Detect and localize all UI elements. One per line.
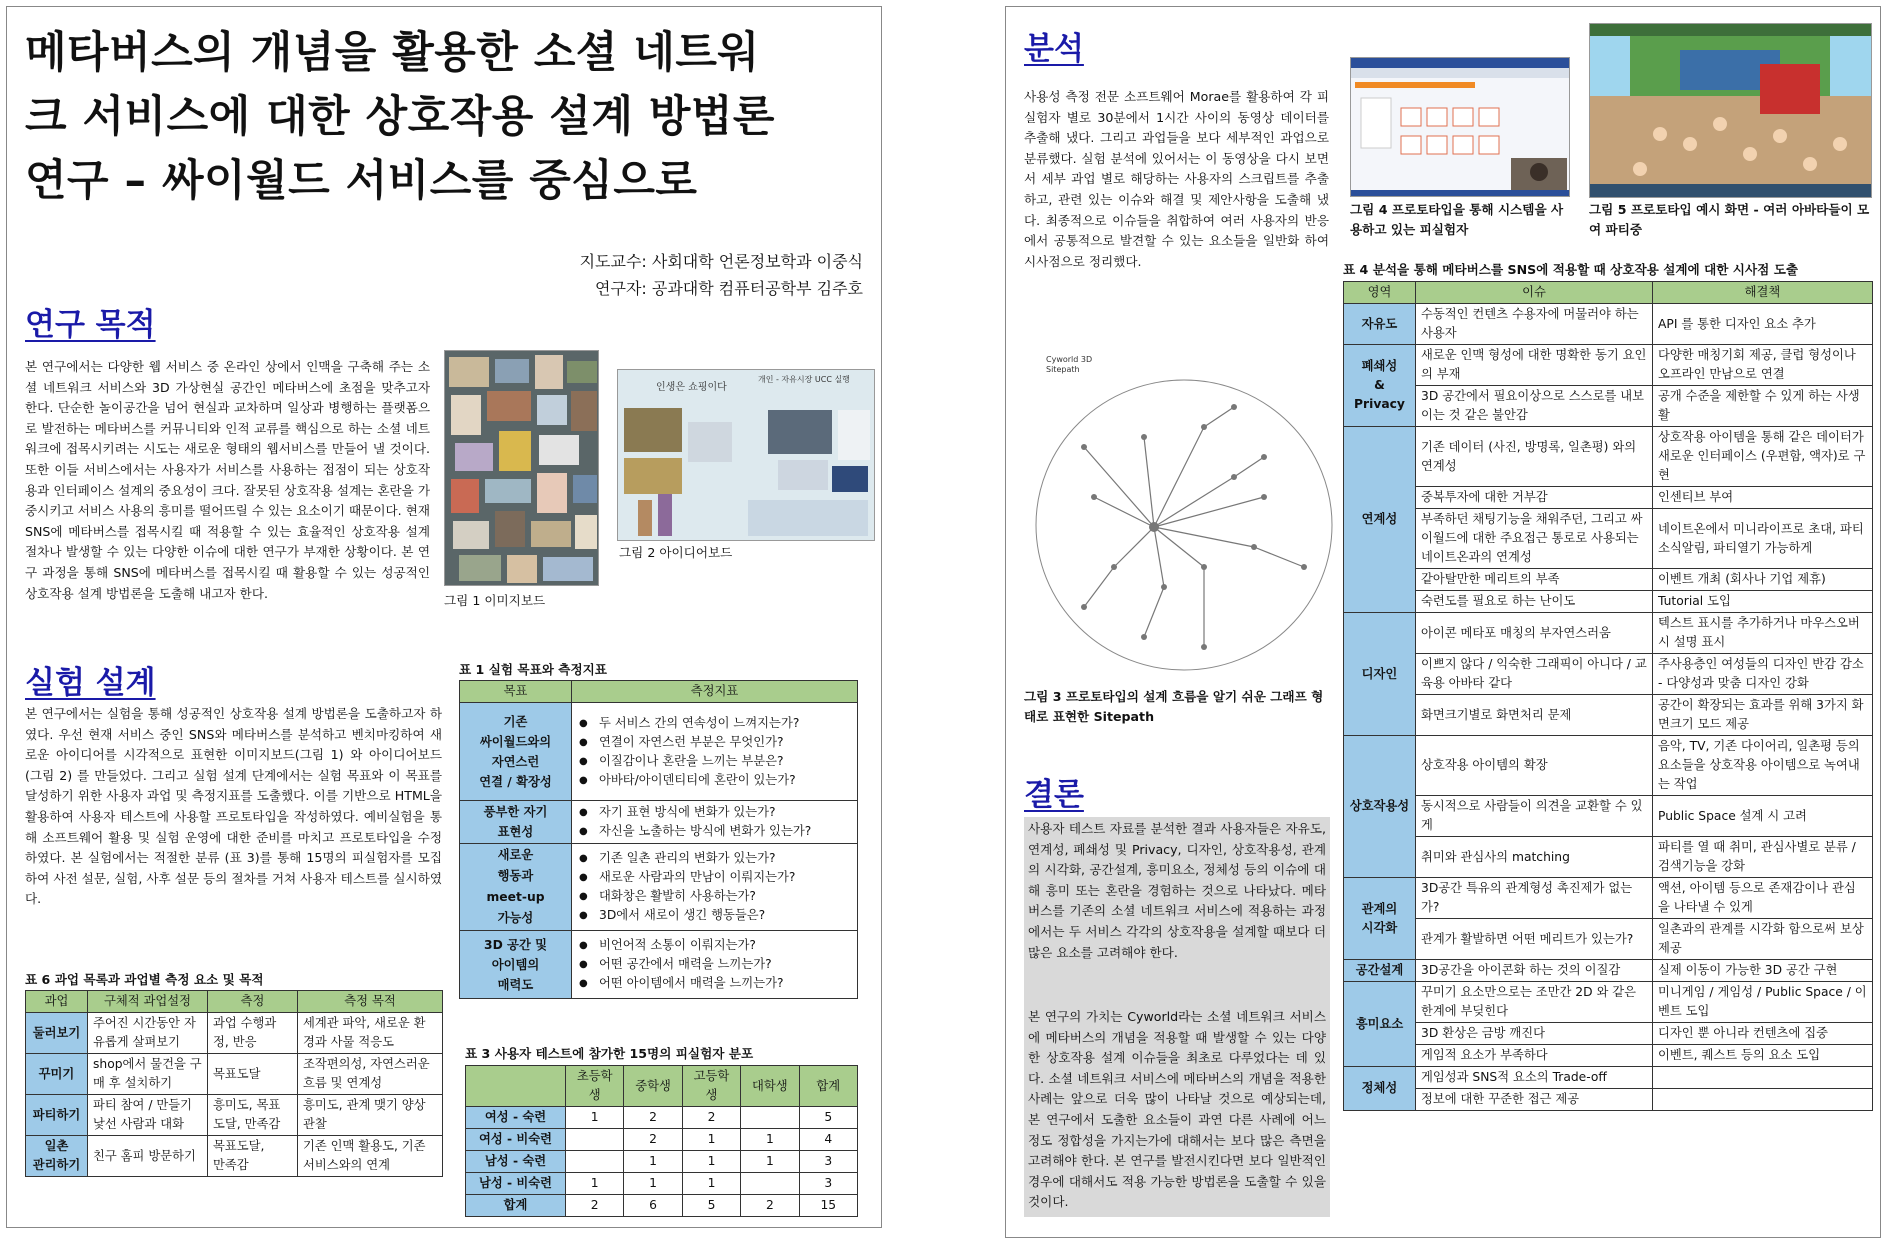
table-row: 3D 환상은 금방 깨진다 디자인 뿐 아니라 컨텐츠에 집중 bbox=[1344, 1023, 1873, 1045]
table-row: 기존 싸이월드와의 자연스런 연결 / 확장성 ● 두 서비스 간의 연속성이 느껴지는가? ● 연결이 자연스런 부분은 무엇인가? ● 이질감이나 혼란을 느끼는 부분은? ● 아바타/아이덴티티에 혼란이 있는가? bbox=[460, 703, 858, 801]
party-screen-figure bbox=[1589, 23, 1872, 198]
table-row: 풍부한 자기 표현성 ● 자기 표현 방식에 변화가 있는가? ● 자신을 노출하는 방식에 변화가 있는가? bbox=[460, 801, 858, 844]
poster-page-right bbox=[1005, 6, 1881, 1238]
participant-screen-capture bbox=[1351, 58, 1570, 197]
table-row: 남성 - 숙련 1 1 1 3 bbox=[466, 1151, 858, 1173]
idea-board-figure bbox=[617, 369, 875, 541]
image-board-figure bbox=[444, 350, 599, 586]
fig4-caption: 그림 4 프로토타입을 통해 시스템을 사용하고 있는 피실험자 bbox=[1350, 202, 1564, 237]
table-row: 새로운 행동과 meet-up 가능성 ● 기존 일촌 관리의 변화가 있는가? ● 새로운 사람과의 만남이 이뤄지는가? ● 대화창은 활발히 사용하는가? ● 3D에서 새로이 생긴 행동들은? bbox=[460, 844, 858, 931]
sitepath-figure bbox=[1024, 347, 1336, 677]
table-row: 공간설계 3D공간을 아이콘화 하는 것의 이질감 실제 이동이 가능한 3D 공간 구현 bbox=[1344, 960, 1873, 982]
table-row: 둘러보기 주어진 시간동안 자유롭게 살펴보기 과업 수행과정, 반응 세계관 파악, 새로운 환경과 사물 적응도 bbox=[26, 1013, 443, 1054]
table-row: 같아탈만한 메리트의 부족 이벤트 개최 (회사나 기업 제휴) bbox=[1344, 569, 1873, 591]
section-heading-analysis: 분석 bbox=[1024, 31, 1084, 67]
fig5-caption: 그림 5 프로토타입 예시 화면 - 여러 아바타들이 모여 파티중 bbox=[1589, 202, 1870, 237]
experiment-goals-table bbox=[459, 680, 858, 999]
sitepath-diagram bbox=[1024, 347, 1336, 677]
table1-caption: 표 1 실험 목표와 측정지표 bbox=[459, 662, 607, 677]
sitepath-title: Cyworld 3D Sitepath bbox=[1046, 355, 1093, 374]
implications-table: 영역 이슈 해결책 자유도 수동적인 컨텐츠 수용자에 머물러야 하는 사용자 API 를 통한 디자인 요소 추가 폐쇄성 & Privacy 새로운 인맥 형성에 대한 명확한 동기 요인의 부재 다양한 매칭기회 제공, 클럽 형성이나 오프라인 만남으로 연결 3D 공간에서 필요이상으로 스스로를 내보이는 것 같은 불안감 공개 수준을 제한할 수 있게 하는 사생활 연계성 기존 데이터 (사진, 방명록, 일촌평) 와의 연계성 상호작용 아이템을 통해 같은 데이터가 새로운 인터페이스 (우편함, 액자)로 구현 중복투자에 대한 거부감 인센티브 부여 부족하던 채팅기능을 채워주던, 그리고 싸이월드에 대한 주요접근 통로로 사용되는 네이트온과의 연계성 네이트온에서 미니라이프로 초대, 파티소식알림, 파티열기 가능하게 같아탈만한 메리트의 부족 이벤트 개최 (회사나 기업 제휴) 숙련도를 필요로 하는 난이도 Tutorial 도입 디자인 아이콘 메타포 매칭의 부자연스러움 텍스트 표시를 추가하거나 마우스오버시 설명 표시 이쁘지 않다 / 익숙한 그래픽이 아니다 / 교육용 아바타 같다 주사용층인 여성들의 디자인 반감 감소 - 다양성과 맞춤 디자인 강화 화면크기별로 화면처리 문제 공간이 확장되는 효과를 위해 3가지 화면크기 모드 제공 상호작용성 상호작용 아이템의 확장 음악, TV, 기존 다이어리, 일촌평 등의 요소들을 상호작용 아이템으로 녹여내는 작업 동시적으로 사람들이 의견을 교환할 수 있게 Public Space 설계 시 고려 취미와 관심사의 matching 파티를 열 때 취미, 관심사별로 분류 / 검색기능을 강화 관계의 시각화 3D공간 특유의 관계형성 촉진제가 없는가? 액션, 아이템 등으로 존재감이나 관심을 나타낼 수 있게 관계가 활발하면 어떤 메리트가 있는가? 일촌과의 관계를 시각화 함으로써 보상 제공 공간설계 3D공간을 아이콘화 하는 것의 이질감 실제 이동이 가능한 3D 공간 구현 흥미요소 꾸미기 요소만으로는 조만간 2D 와 같은 한계에 부딪힌다 미니게임 / 게임성 / Public Space / 이벤트 도입 3D 환상은 금방 깨진다 디자인 뿐 아니라 컨텐츠에 집중 게임적 요소가 부족하다 이벤트, 퀘스트 등의 요소 도입 정체성 게임성과 SNS적 요소의 Trade-off 정보에 대한 꾸준한 접근 제공 bbox=[1343, 281, 1873, 1111]
table-row: 꾸미기 shop에서 물건을 구매 후 설치하기 목표도달 조작편의성, 자연스러운 흐름 및 연계성 bbox=[26, 1054, 443, 1095]
party-screen-capture bbox=[1590, 24, 1872, 198]
table-row: 자유도 수동적인 컨텐츠 수용자에 머물러야 하는 사용자 API 를 통한 디자인 요소 추가 bbox=[1344, 304, 1873, 345]
purpose-paragraph: 본 연구에서는 다양한 웹 서비스 중 온라인 상에서 인맥을 구축해 주는 소셜 네트워크 서비스와 3D 가상현실 공간인 메타버스에 초점을 맞추고자 한다. 단순한 놀이공간을 넘어 현실과 교차하며 일상과 병행하는 플랫폼으로 발전하는 메타버스를 커뮤니티와 인적 교류를 핵심으로 하는 소셜 네트워크에 접목시키려는 시도는 새로운 형태의 웹서비스를 만들어 낼 것이다. 또한 이들 서비스에서는 사용자가 서비스를 사용하는 접점이 되는 상호작용과 인터페이스 설계의 중요성이 크다. 잘못된 상호작용 설계는 혼란을 가중시키고 서비스 사용의 흥미를 떨어뜨릴 수 있는 요소이기 때문이다. 현재 SNS에 메타버스를 접목시킬 때 적용할 수 있는 효율적인 상호작용 설계 절차나 발생할 수 있는 다양한 이슈에 대한 연구가 부재한 상황이다. 본 연구 과정을 통해 SNS에 메타버스를 접목시킬 때 활용할 수 있는 성공적인 상호작용 설계 방법론을 도출해 내고자 한다. bbox=[25, 359, 430, 601]
image-board-collage bbox=[445, 351, 599, 586]
table-row: 파티하기 파티 참여 / 만들기 낯선 사람과 대화 흥미도, 목표도달, 만족감 흥미도, 관계 맺기 양상 관찰 bbox=[26, 1095, 443, 1136]
table-row: 연계성 기존 데이터 (사진, 방명록, 일촌평) 와의 연계성 상호작용 아이템을 통해 같은 데이터가 새로운 인터페이스 (우편함, 액자)로 구현 bbox=[1344, 427, 1873, 487]
section-heading-design: 실험 설계 bbox=[25, 665, 156, 701]
table-row: 일촌 관리하기 친구 홈피 방문하기 목표도달, 만족감 기존 인맥 활용도, 기존 서비스와의 연계 bbox=[26, 1136, 443, 1177]
fig3-caption: 그림 3 프로토타입의 설계 흐름을 알기 쉬운 그래프 형태로 표현한 Sitepath bbox=[1024, 689, 1324, 724]
table-row: 여성 - 숙련 1 2 2 5 bbox=[466, 1107, 858, 1129]
table-row: 여성 - 비숙련 2 1 1 4 bbox=[466, 1129, 858, 1151]
idea-board-title: 인생은 쇼핑이다 bbox=[656, 382, 727, 393]
table6-caption: 표 6 과업 목록과 과업별 측정 요소 및 목적 bbox=[25, 972, 264, 987]
table-row: 상호작용성 상호작용 아이템의 확장 음악, TV, 기존 다이어리, 일촌평 등의 요소들을 상호작용 아이템으로 녹여내는 작업 bbox=[1344, 736, 1873, 796]
researcher-line: 연구자: 공과대학 컴퓨터공학부 김주호 bbox=[595, 279, 863, 298]
table1-header-goal: 목표 bbox=[460, 681, 572, 703]
table-row: 흥미요소 꾸미기 요소만으로는 조만간 2D 와 같은 한계에 부딪힌다 미니게임 / 게임성 / Public Space / 이벤트 도입 bbox=[1344, 982, 1873, 1023]
table-row: 관계의 시각화 3D공간 특유의 관계형성 촉진제가 없는가? 액션, 아이템 등으로 존재감이나 관심을 나타낼 수 있게 bbox=[1344, 878, 1873, 919]
table-row: 3D 공간 및 아이템의 매력도 ● 비언어적 소통이 이뤄지는가? ● 어떤 공간에서 매력을 느끼는가? ● 어떤 아이템에서 매력을 느끼는가? bbox=[460, 931, 858, 999]
table1-header-metric: 측정지표 bbox=[572, 681, 858, 703]
table-row: 취미와 관심사의 matching 파티를 열 때 취미, 관심사별로 분류 / 검색기능을 강화 bbox=[1344, 837, 1873, 878]
table4-caption: 표 4 분석을 통해 메타버스를 SNS에 적용할 때 상호작용 설계에 대한 시사점 도출 bbox=[1343, 262, 1799, 277]
table-row: 남성 - 비숙련 1 1 1 3 bbox=[466, 1173, 858, 1195]
table-row: 합계 2 6 5 2 15 bbox=[466, 1195, 858, 1217]
table-row: 부족하던 채팅기능을 채워주던, 그리고 싸이월드에 대한 주요접근 통로로 사용되는 네이트온과의 연계성 네이트온에서 미니라이프로 초대, 파티소식알림, 파티열기 가능하게 bbox=[1344, 509, 1873, 569]
section-heading-conclusion: 결론 bbox=[1024, 777, 1084, 813]
table-row: 관계가 활발하면 어떤 메리트가 있는가? 일촌과의 관계를 시각화 함으로써 보상 제공 bbox=[1344, 919, 1873, 960]
table3-caption: 표 3 사용자 테스트에 참가한 15명의 피실험자 분포 bbox=[465, 1046, 754, 1061]
advisor-line: 지도교수: 사회대학 언론정보학과 이중식 bbox=[579, 252, 863, 271]
analysis-paragraph: 사용성 측정 전문 소프트웨어 Morae를 활용하여 각 피실험자 별로 30분에서 1시간 사이의 동영상 데이터를 추출해 냈다. 그리고 과업들을 보다 세부적인 과업으로 분류했다. 실험 분석에 있어서는 이 동영상을 다시 보면서 세부 과업 별로 해당하는 사용자의 스크립트를 추출하고, 관련 있는 이슈와 해결 및 제안사항을 도출해 냈다. 최종적으로 이슈들을 취합하여 여러 사용자의 반응에서 공통적으로 발견할 수 있는 요소들을 일반화 하여 시사점으로 정리했다. bbox=[1024, 89, 1329, 269]
fig1-caption: 그림 1 이미지보드 bbox=[444, 593, 546, 608]
poster-title: 메타버스의 개념을 활용한 소셜 네트워 크 서비스에 대한 상호작용 설계 방법론 연구 – 싸이월드 서비스를 중심으로 bbox=[25, 28, 775, 206]
table-row: 동시적으로 사람들이 의견을 교환할 수 있게 Public Space 설계 시 고려 bbox=[1344, 796, 1873, 837]
table-row: 게임적 요소가 부족하다 이벤트, 퀘스트 등의 요소 도입 bbox=[1344, 1045, 1873, 1067]
table-row: 정보에 대한 꾸준한 접근 제공 bbox=[1344, 1089, 1873, 1111]
participant-screen-figure bbox=[1350, 57, 1570, 197]
table-row: 화면크기별로 화면처리 문제 공간이 확장되는 효과를 위해 3가지 화면크기 모드 제공 bbox=[1344, 695, 1873, 736]
table-row: 숙련도를 필요로 하는 난이도 Tutorial 도입 bbox=[1344, 591, 1873, 613]
task-list-table: 과업 구체적 과업설정 측정 측정 목적 둘러보기 주어진 시간동안 자유롭게 살펴보기 과업 수행과정, 반응 세계관 파악, 새로운 환경과 사물 적응도 꾸미기 shop에서 물건을 구매 후 설치하기 목표도달 조작편의성, 자연스러운 흐름 및 연계성 파티하기 파티 참여 / 만들기 낯선 사람과 대화 흥미도, 목표도달, 만족감 흥미도, 관계 맺기 양상 관찰 일촌 관리하기 친구 홈피 방문하기 목표도달, 만족감 기존 인맥 활용도, 기존 서비스와의 연계 bbox=[25, 990, 443, 1177]
table-row: 중복투자에 대한 거부감 인센티브 부여 bbox=[1344, 487, 1873, 509]
poster-page-left bbox=[6, 6, 882, 1228]
participants-table: 초등학생 중학생 고등학생 대학생 합계 여성 - 숙련 1 2 2 5 여성 - 비숙련 2 1 1 4 남성 - 숙련 1 1 1 3 남성 - 비숙련 1 1 1 3 합계 2 6 5 2 15 bbox=[465, 1065, 858, 1217]
conclusion-paragraph-1: 사용자 테스트 자료를 분석한 결과 사용자들은 자유도, 연계성, 폐쇄성 및 Privacy, 디자인, 상호작용성, 관계의 시각화, 공간설계, 흥미요소, 정체성 등의 이슈에 대해 흥미 또는 혼란을 경험하는 것으로 나타났다. 메타버스를 기존의 소셜 네트워크 서비스에 적용하는 과정에서는 두 서비스 각각의 상호작용을 설계할 때보다 더 많은 요소를 고려해야 한다. bbox=[1028, 821, 1326, 960]
table-row: 이쁘지 않다 / 익숙한 그래픽이 아니다 / 교육용 아바타 같다 주사용층인 여성들의 디자인 반감 감소 - 다양성과 맞춤 디자인 강화 bbox=[1344, 654, 1873, 695]
fig2-caption: 그림 2 아이디어보드 bbox=[619, 545, 733, 560]
table-row: 디자인 아이콘 메타포 매칭의 부자연스러움 텍스트 표시를 추가하거나 마우스오버시 설명 표시 bbox=[1344, 613, 1873, 654]
idea-board-note: 개인 - 자유시장 UCC 실행 bbox=[758, 375, 850, 384]
design-paragraph: 본 연구에서는 실험을 통해 성공적인 상호작용 설계 방법론을 도출하고자 하였다. 우선 현재 서비스 중인 SNS와 메타버스를 분석하고 벤치마킹하여 새로운 아이디어를 시각적으로 표현한 이미지보드(그림 1) 와 아이디어보드 (그림 2) 를 만들었다. 그리고 실험 설계 단계에서는 실험 목표와 이 목표를 달성하기 위한 사용자 과업 및 측정지표를 도출했다. 이를 기반으로 HTML을 활용하여 사용자 테스트에 사용할 프로토타입을 작성하였다. 예비실험을 통해 소프트웨어 활용 및 실험 운영에 대한 준비를 마치고 프로토타입을 수정하였다. 본 실험에서는 적절한 분류 (표 3)를 통해 15명의 피실험자를 모집하여 사전 설문, 실험, 사후 설문 등의 절차를 거쳐 사용자 테스트를 실시하였다. bbox=[25, 706, 443, 907]
idea-board-collage bbox=[618, 370, 875, 541]
conclusion-paragraph-2: 본 연구의 가치는 Cyworld라는 소셜 네트워크 서비스에 메타버스의 개념을 적용할 때 발생할 수 있는 다양한 상호작용 설계 이슈들을 최초로 다루었다는 데 있다. 소셜 네트워크 서비스에 메타버스의 개념을 적용한 사례는 앞으로 더욱 많이 나타날 것으로 예상되는데, 본 연구에서 도출한 요소들이 과연 다른 사례에 어느 정도 정합성을 가지는가에 대해서는 보다 많은 측면을 고려해야 한다. 본 연구를 발전시킨다면 보다 일반적인 경우에 대해서도 적용 가능한 방법론을 도출할 수 있을 것이다. bbox=[1028, 1009, 1326, 1210]
table-row: 폐쇄성 & Privacy 새로운 인맥 형성에 대한 명확한 동기 요인의 부재 다양한 매칭기회 제공, 클럽 형성이나 오프라인 만남으로 연결 bbox=[1344, 345, 1873, 386]
table-row: 정체성 게임성과 SNS적 요소의 Trade-off bbox=[1344, 1067, 1873, 1089]
table-row: 3D 공간에서 필요이상으로 스스로를 내보이는 것 같은 불안감 공개 수준을 제한할 수 있게 하는 사생활 bbox=[1344, 386, 1873, 427]
section-heading-purpose: 연구 목적 bbox=[25, 307, 156, 343]
